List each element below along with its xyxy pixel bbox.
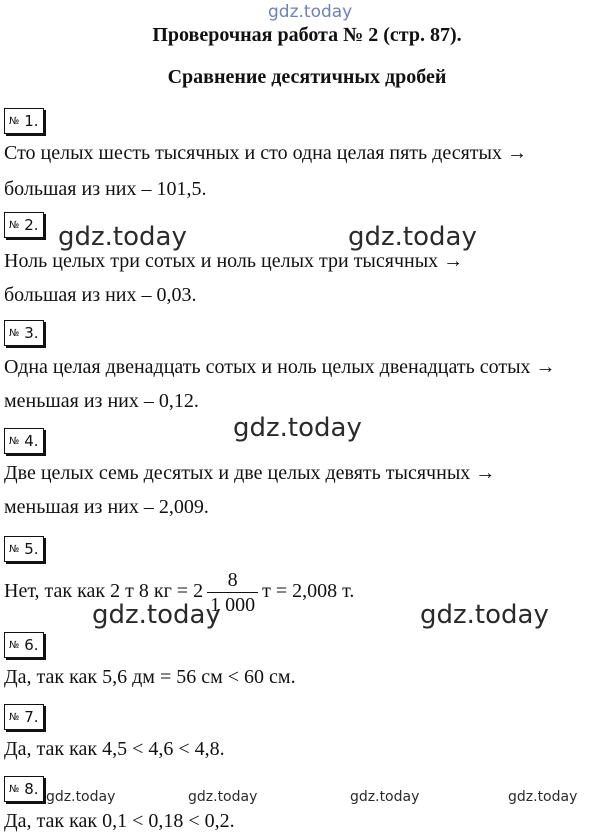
task-8-line-1: Да, так как 0,1 < 0,18 < 0,2. <box>4 810 235 832</box>
fraction <box>207 570 258 615</box>
watermark: gdz.today <box>233 413 362 443</box>
task-1-line-1: Сто целых шесть тысячных и сто одна целая пять десятых → <box>4 142 527 164</box>
task-2-line-2: большая из них – 0,03. <box>4 284 197 306</box>
watermark: gdz.today <box>58 222 187 252</box>
task-3-line-2: меньшая из них – 0,12. <box>4 390 199 412</box>
task-number-1: № 1. <box>4 108 44 134</box>
watermark: gdz.today <box>92 600 221 630</box>
task-number-8: № 8. <box>4 776 44 802</box>
watermark: gdz.today <box>46 789 116 805</box>
task-4-line-2: меньшая из них – 2,009. <box>4 496 209 518</box>
task-number-6: № 6. <box>4 632 44 658</box>
page-subtitle: Сравнение десятичных дробей <box>167 66 447 88</box>
task-5-prefix: Нет, так как 2 т 8 кг = 2 <box>4 580 204 603</box>
fraction-denominator: 1 000 <box>210 594 256 616</box>
watermark: gdz.today <box>508 789 578 805</box>
page-title: Проверочная работа № 2 (стр. 87). <box>152 24 462 46</box>
task-5-line <box>4 570 354 615</box>
task-7-line-1: Да, так как 4,5 < 4,6 < 4,8. <box>4 738 225 760</box>
task-2-line-1: Ноль целых три сотых и ноль целых три тысячных → <box>4 250 464 272</box>
watermark: gdz.today <box>348 222 477 252</box>
task-number-4: № 4. <box>4 428 44 454</box>
watermark: gdz.today <box>420 600 549 630</box>
task-6-line-1: Да, так как 5,6 дм = 56 см < 60 см. <box>4 666 296 688</box>
task-number-5: № 5. <box>4 536 44 562</box>
task-number-7: № 7. <box>4 704 44 730</box>
task-5-suffix: т = 2,008 т. <box>262 580 355 603</box>
task-number-3: № 3. <box>4 320 44 346</box>
task-number-2: № 2. <box>4 212 44 238</box>
watermark-top: gdz.today <box>268 2 353 22</box>
task-3-line-1: Одна целая двенадцать сотых и ноль целых двенадцать сотых → <box>4 356 556 378</box>
watermark: gdz.today <box>350 789 420 805</box>
watermark: gdz.today <box>188 789 258 805</box>
task-4-line-1: Две целых семь десятых и две целых девять тысячных → <box>4 462 496 484</box>
fraction-numerator: 8 <box>207 570 258 593</box>
task-1-line-2: большая из них – 101,5. <box>4 178 207 200</box>
